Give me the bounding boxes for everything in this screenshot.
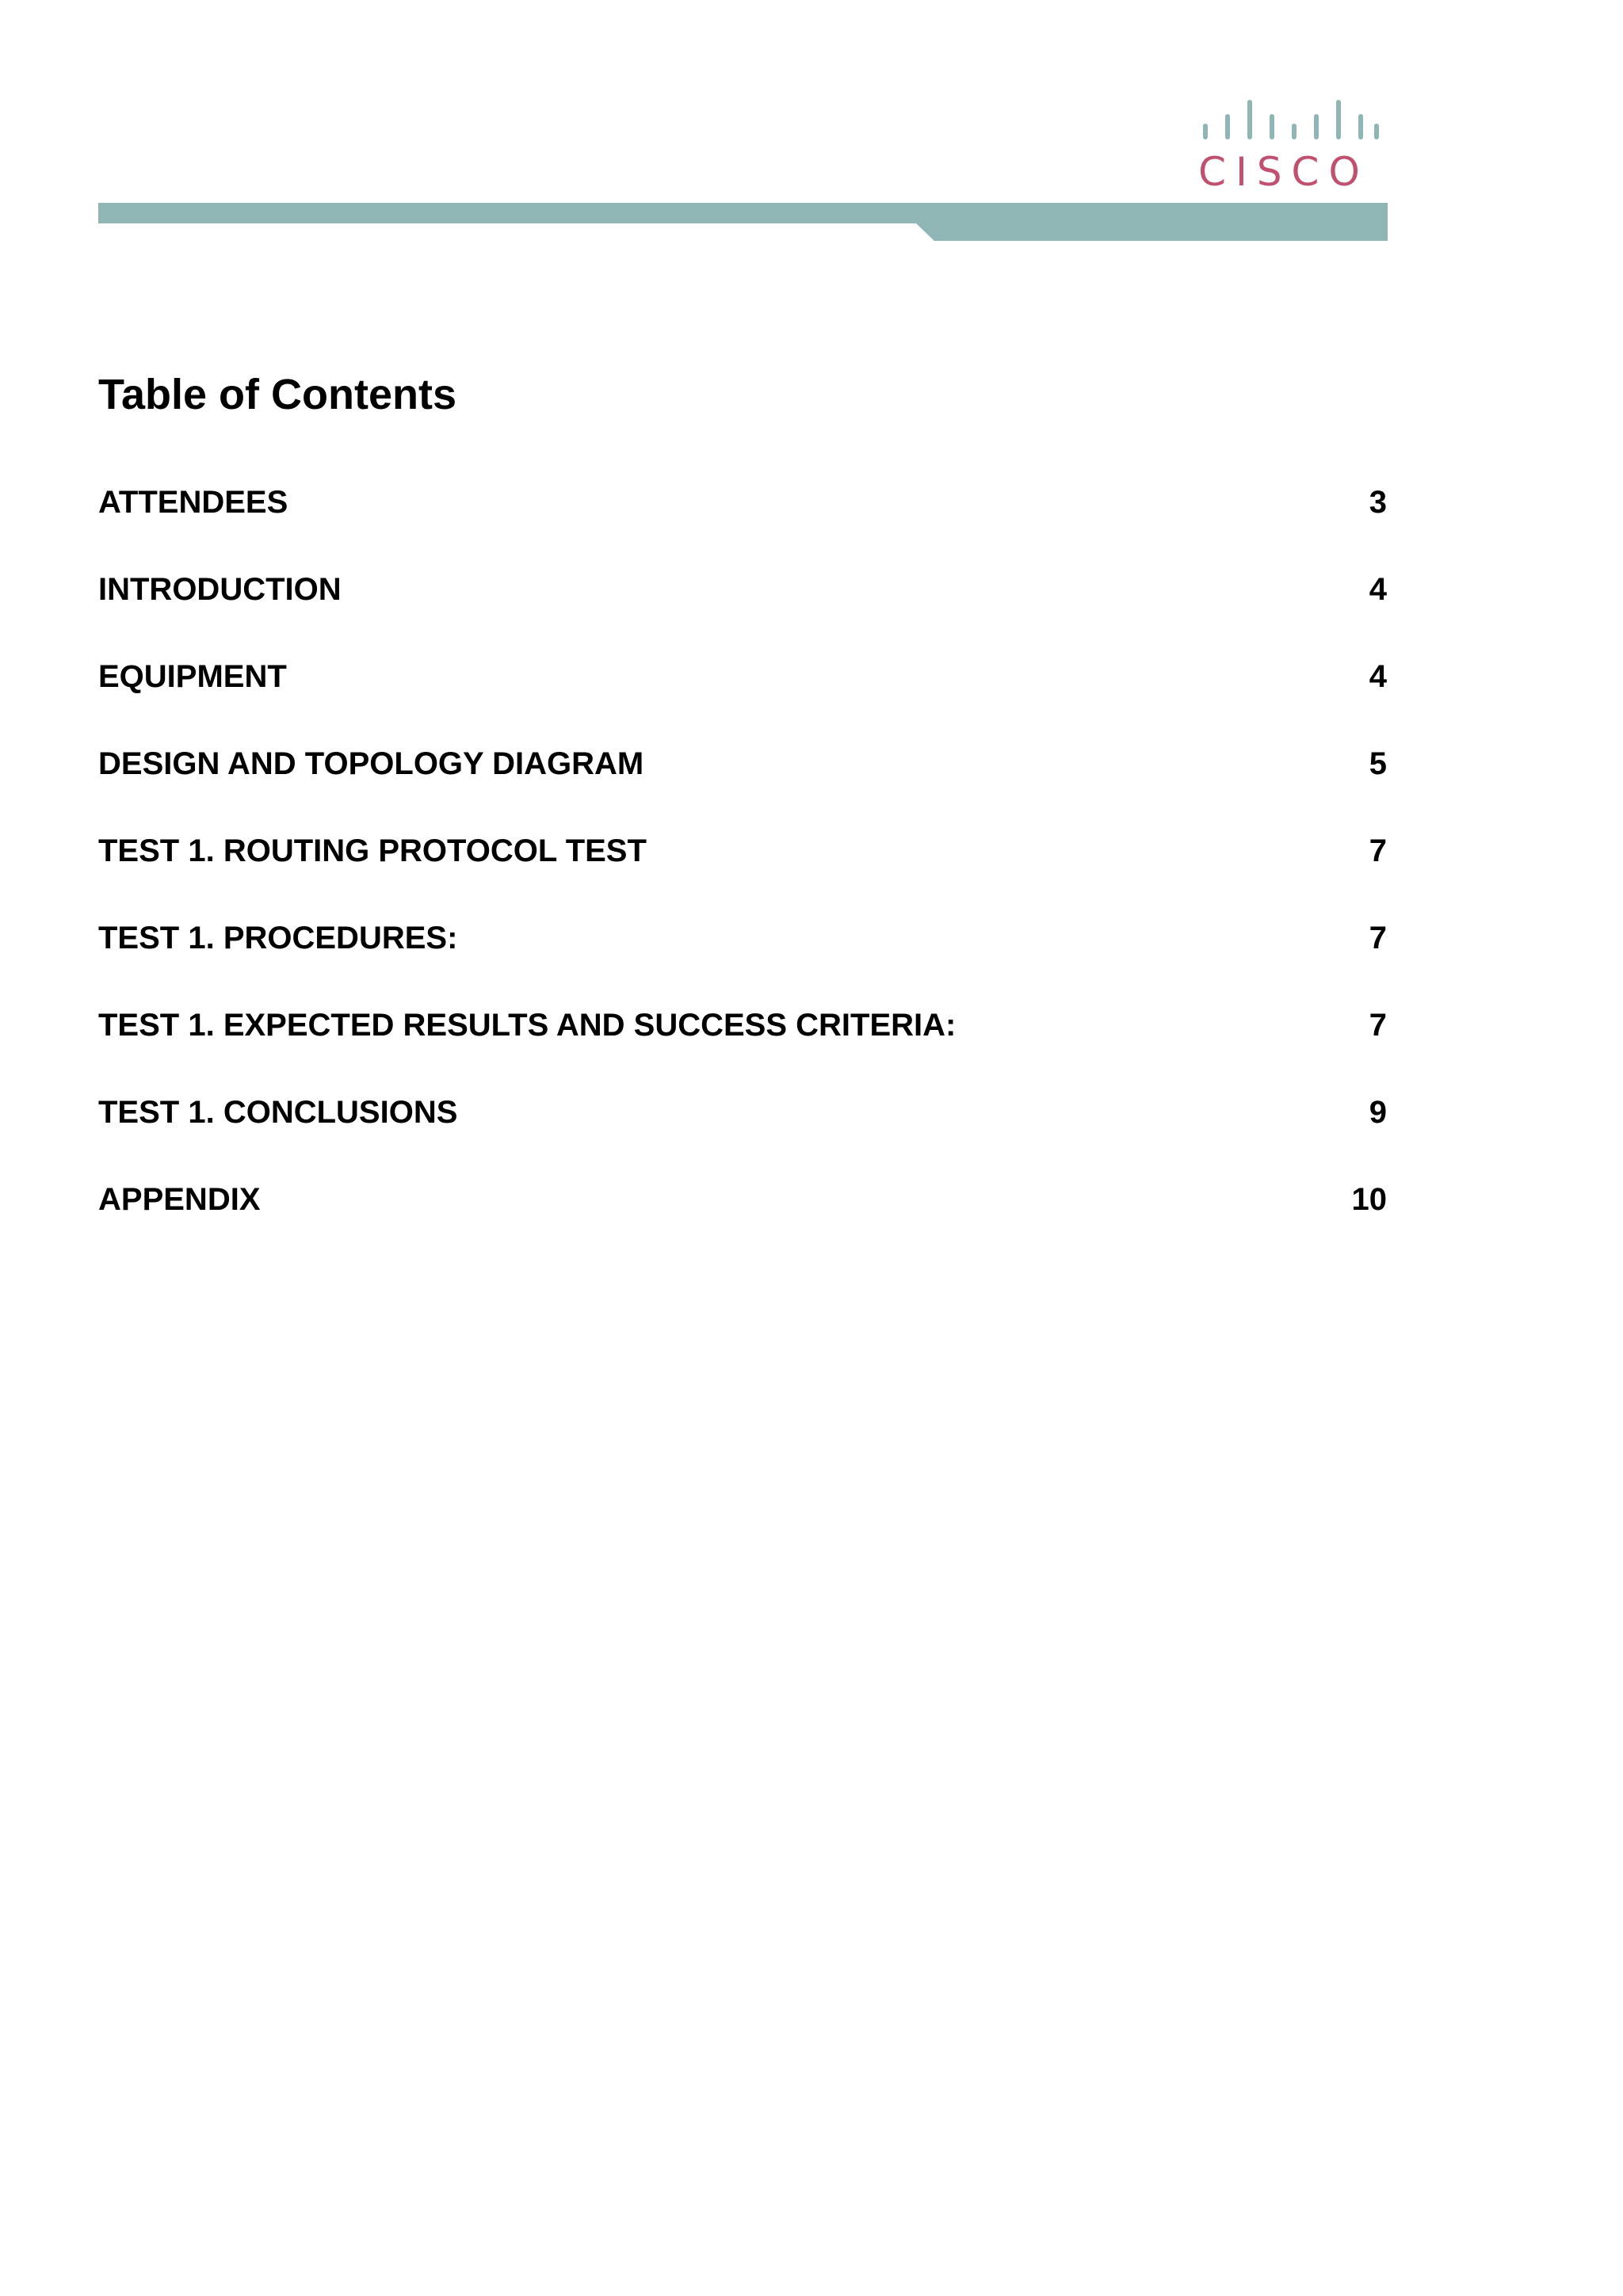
- toc-entry-label: ATTENDEES: [98, 485, 288, 520]
- toc-entry-label: TEST 1. ROUTING PROTOCOL TEST: [98, 833, 647, 868]
- toc-entry-page: 7: [1369, 1008, 1387, 1043]
- toc-entry[interactable]: [98, 654, 1387, 742]
- header-band: [98, 203, 1388, 241]
- toc-entry[interactable]: [98, 1177, 1387, 1264]
- toc-entry-label: TEST 1. CONCLUSIONS: [98, 1095, 458, 1130]
- toc-entry-page: 10: [1351, 1182, 1387, 1217]
- toc-entry-label: DESIGN AND TOPOLOGY DIAGRAM: [98, 746, 644, 781]
- toc-entry-label: TEST 1. PROCEDURES:: [98, 921, 458, 955]
- cisco-bars-icon: [1189, 93, 1379, 146]
- page-title: Table of Contents: [98, 371, 456, 418]
- toc-entry-page: 7: [1369, 921, 1387, 955]
- toc-entry[interactable]: [98, 1003, 1387, 1090]
- toc-entry-page: 4: [1369, 572, 1387, 607]
- toc-entry[interactable]: [98, 829, 1387, 916]
- cisco-logo: [1189, 93, 1388, 204]
- toc-entry-label: APPENDIX: [98, 1182, 261, 1217]
- toc-entry[interactable]: [98, 742, 1387, 829]
- toc-entry[interactable]: [98, 480, 1387, 567]
- toc-entry-page: 5: [1369, 746, 1387, 781]
- toc-entry-label: TEST 1. EXPECTED RESULTS AND SUCCESS CRITERIA:: [98, 1008, 957, 1043]
- toc-entry[interactable]: [98, 567, 1387, 654]
- toc-entry-label: INTRODUCTION: [98, 572, 342, 607]
- logo-text: CISCO: [1198, 149, 1369, 195]
- toc-entry-label: EQUIPMENT: [98, 659, 287, 694]
- toc-entry-page: 3: [1369, 485, 1387, 520]
- toc-entry[interactable]: [98, 1090, 1387, 1177]
- toc-list: [98, 480, 1387, 1264]
- toc-entry-page: 9: [1369, 1095, 1387, 1130]
- toc-entry-page: 7: [1369, 833, 1387, 868]
- toc-entry-page: 4: [1369, 659, 1387, 694]
- toc-entry[interactable]: [98, 916, 1387, 1003]
